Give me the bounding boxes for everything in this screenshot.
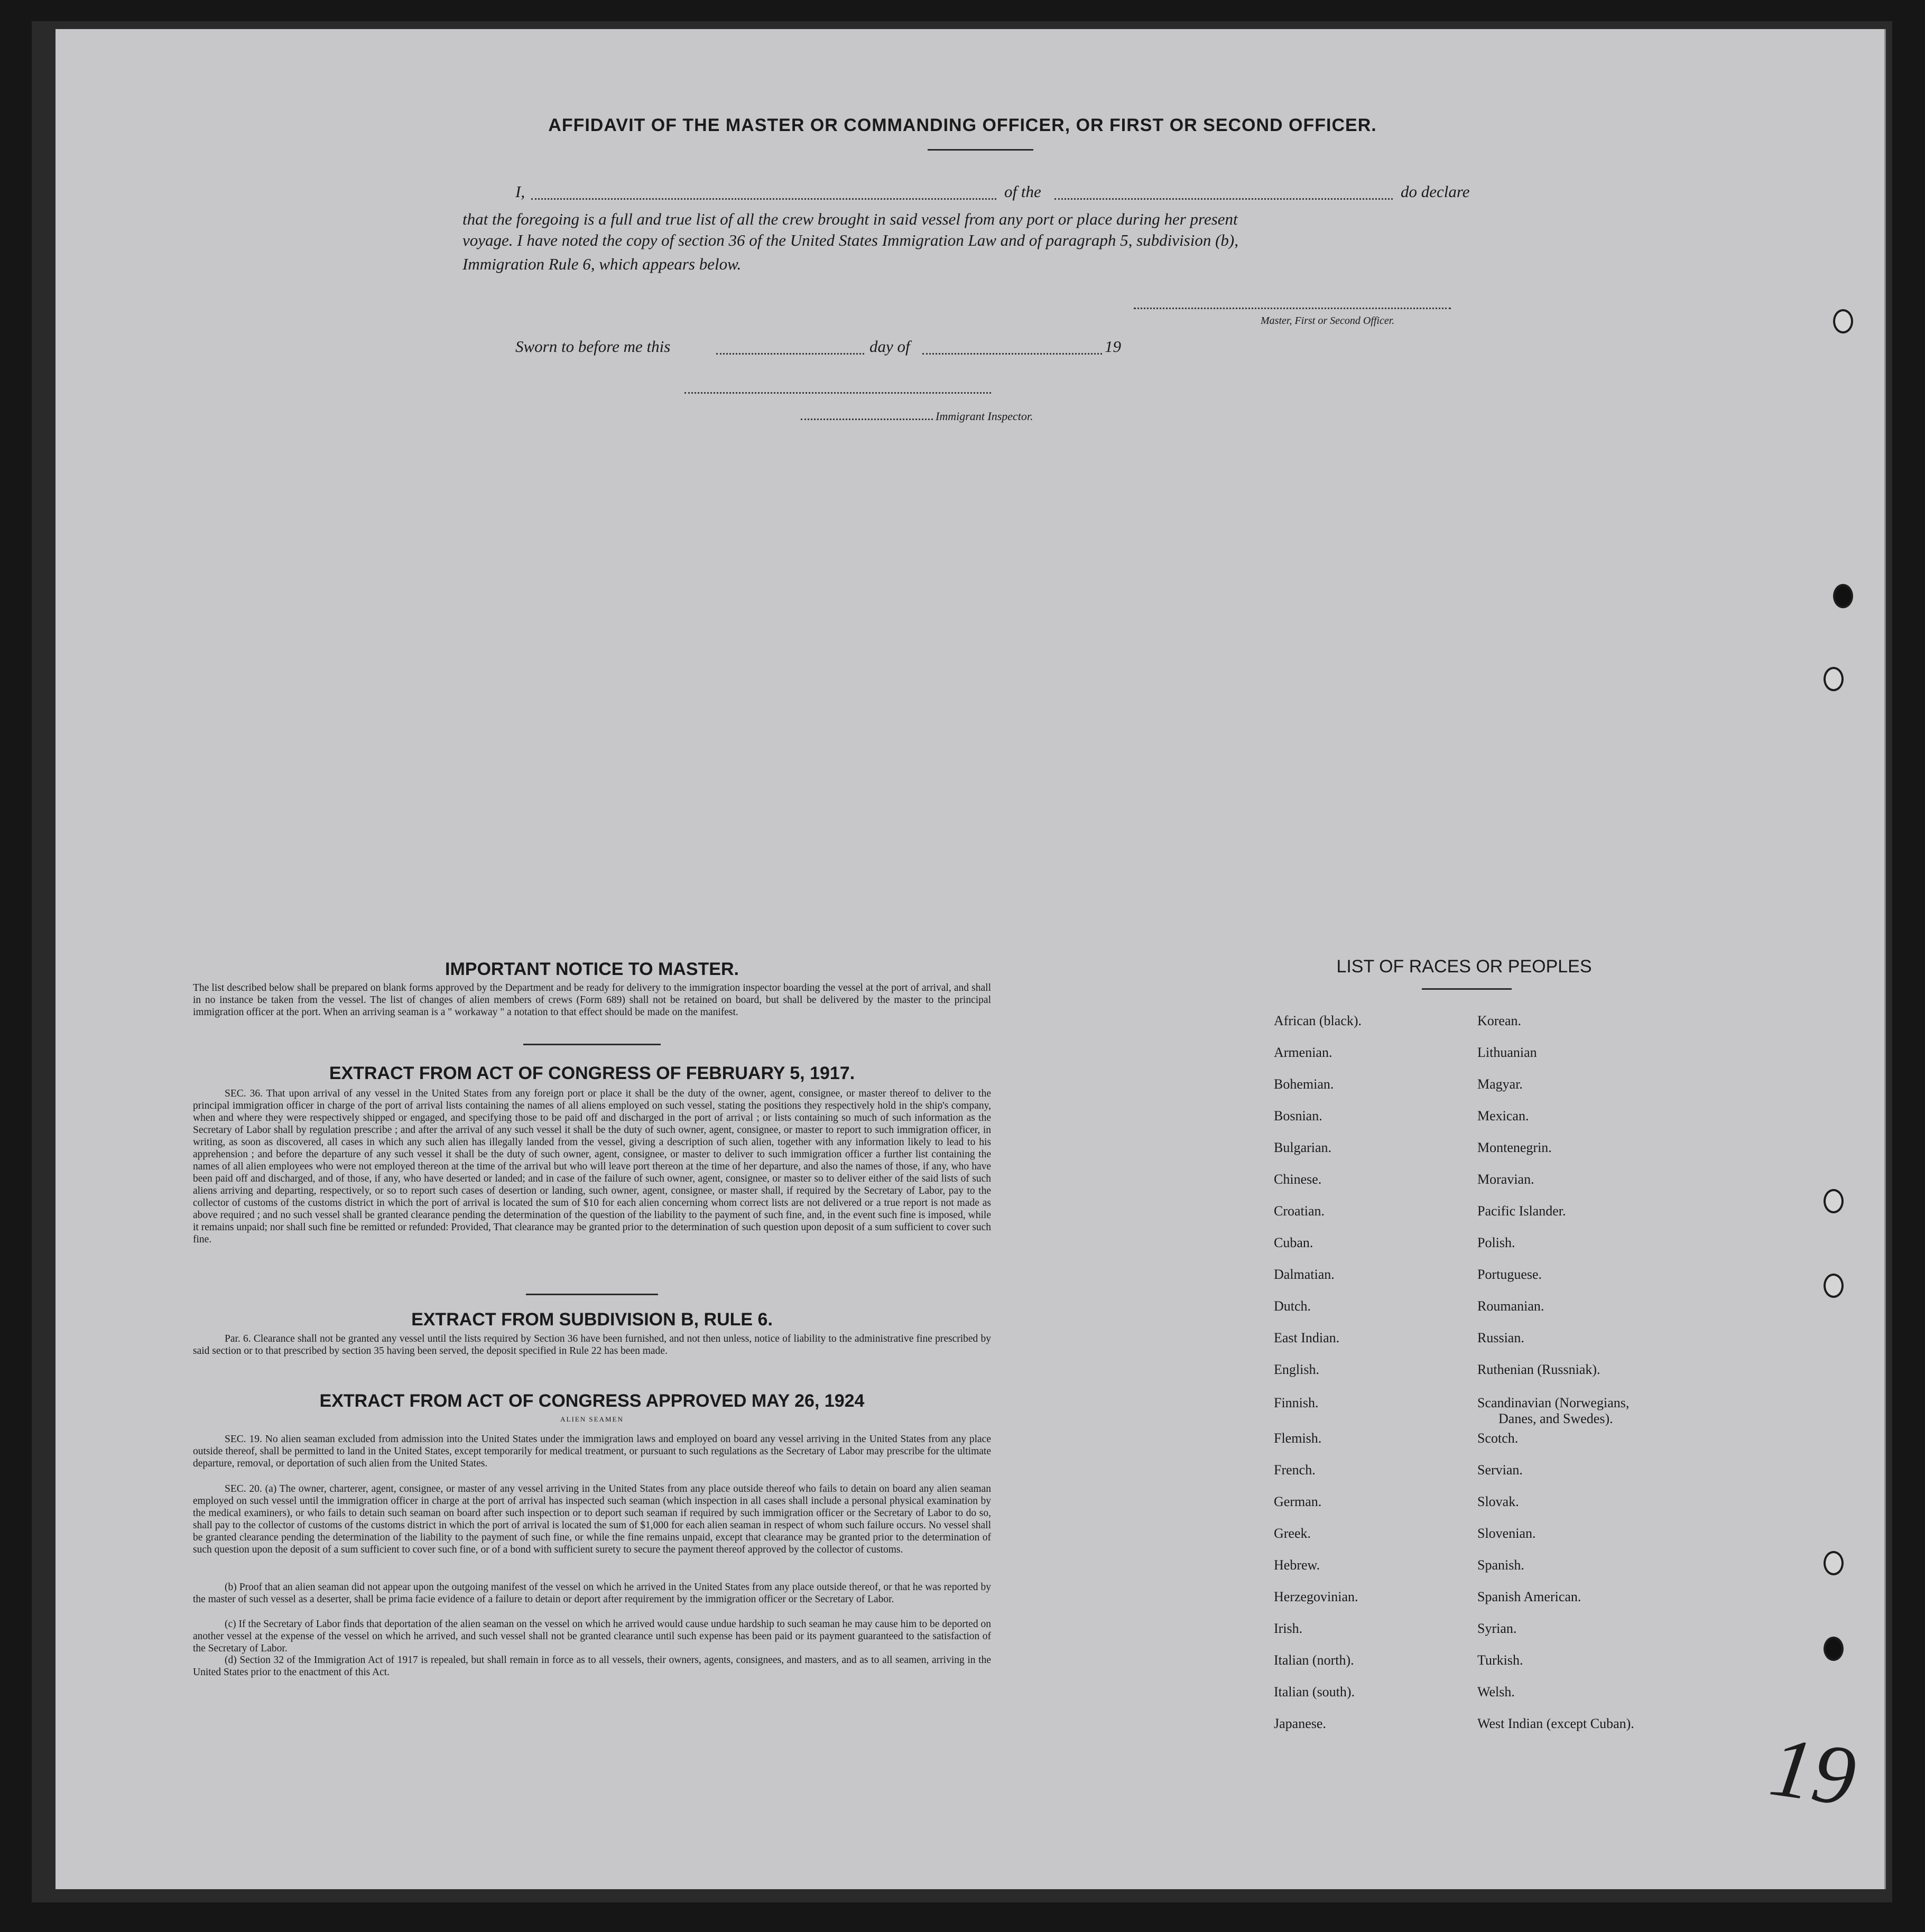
race-item: Finnish. [1274,1395,1319,1410]
race-item: Spanish American. [1477,1589,1581,1604]
race-item: West Indian (except Cuban). [1477,1716,1634,1731]
race-item: Roumanian. [1477,1298,1544,1314]
signature-label: Master, First or Second Officer. [1261,315,1395,327]
binder-hole [1833,584,1853,608]
race-item: Spanish. [1477,1557,1524,1573]
year-prefix: 19 [1105,337,1121,356]
affidavit-heading: AFFIDAVIT OF THE MASTER OR COMMANDING OFFICER, OR FIRST OR SECOND OFFICER. [548,115,1377,135]
race-item: Ruthenian (Russniak). [1477,1362,1600,1377]
race-item: Magyar. [1477,1076,1523,1092]
race-item: Mexican. [1477,1108,1529,1123]
inspector-name-blank[interactable] [801,419,933,420]
race-item: Scotch. [1477,1431,1519,1446]
vessel-blank[interactable] [1054,198,1393,200]
divider [1422,988,1512,990]
race-item: Croatian. [1274,1203,1325,1219]
race-item: Bulgarian. [1274,1140,1332,1155]
act-1924-sec20c: (c) If the Secretary of Labor finds that deportation of the alien seaman on the vessel on which he arrived would cause undue hardship to such seaman he may cause him to be deported on another vessel at the expense of the vessel on which he arrived, and such vessel shall not be granted clearance until such expense has been paid or its payment guaranteed to the satisfaction of the Secretary of Labor. [193,1619,991,1654]
race-item: German. [1274,1494,1322,1509]
act-1924-sec19: SEC. 19. No alien seaman excluded from admission into the United States under the immigration laws and employed on board any vessel arriving in the United States from any place outside thereof, shall be permitted to land in the United States, except temporarily for medical treatment, or pursuant to such regulations as the Secretary of Labor may prescribe for the ultimate departure, removal, or deportation of such alien from the United States. [193,1434,991,1469]
race-item: Chinese. [1274,1172,1322,1187]
race-item: African (black). [1274,1013,1362,1028]
race-item: Slovenian. [1477,1526,1536,1541]
binder-hole [1824,667,1844,691]
race-item: Bosnian. [1274,1108,1322,1123]
race-item: Italian (north). [1274,1652,1354,1668]
affidavit-line2: that the foregoing is a full and true list of all the crew brought in said vessel from any port or place during her present [462,210,1238,228]
inspector-signature-blank[interactable] [684,392,991,394]
race-item: Servian. [1477,1462,1523,1478]
race-item: Hebrew. [1274,1557,1320,1573]
month-blank[interactable] [922,353,1102,355]
race-item: Cuban. [1274,1235,1313,1250]
handwritten-page-number: 19 [1764,1719,1862,1824]
binder-hole [1824,1274,1844,1298]
race-item: Pacific Islander. [1477,1203,1566,1219]
race-item: Syrian. [1477,1621,1517,1636]
affidavit-line3: voyage. I have noted the copy of section 36 of the United States Immigration Law and of paragraph 5, subdivision (b), [462,231,1238,249]
act-1924-title: EXTRACT FROM ACT OF CONGRESS APPROVED MAY 26, 1924 [319,1391,865,1411]
race-item: Scandinavian (Norwegians, [1477,1395,1630,1410]
act-1917-title: EXTRACT FROM ACT OF CONGRESS OF FEBRUARY 5, 1917. [329,1063,855,1083]
race-item: Korean. [1477,1013,1522,1028]
binder-hole [1824,1637,1844,1661]
race-item: Herzegovinian. [1274,1589,1358,1604]
affidavit-line1-end: do declare [1401,182,1470,201]
race-item: Irish. [1274,1621,1303,1636]
race-item: Bohemian. [1274,1076,1334,1092]
race-item: Lithuanian [1477,1045,1537,1060]
act-1924-sec20a: SEC. 20. (a) The owner, charterer, agent, consignee, or master of any vessel arriving in the United States from any place outside thereof who fails to detain on board any alien seaman employed on such vessel until the immigration officer in charge at the port of arrival has inspected such seaman (which inspection in all cases shall include a personal physical examination by the medical examiners), or who fails to detain such seaman on board after such inspection or to deport such seaman if required by such immigration officer or the Secretary of Labor to do so, shall pay to the collector of customs of the customs district in which the port of arrival is located the sum of $1,000 for each alien seaman in respect of whom such failure occurs. No vessel shall be granted clearance pending the determination of the liability to the payment of such fine, or while the fine remains unpaid, except that clearance may be granted prior to the determination of such question upon the deposit of a sum sufficient to cover such fine, or of a bond with sufficient surety to secure the payment thereof approved by the collector of customs. [193,1483,991,1555]
sworn-text: Sworn to before me this [515,337,671,356]
affidavit-line1-mid: of the [1004,182,1041,201]
day-blank[interactable] [716,353,864,355]
race-item: Flemish. [1274,1431,1322,1446]
race-item: English. [1274,1362,1319,1377]
race-item-continuation: Danes, and Swedes). [1498,1411,1613,1426]
act-1917-body: SEC. 36. That upon arrival of any vessel in the United States from any foreign port or place it shall be the duty of the owner, agent, consignee, or master thereof to deliver to the principal immigration officer in charge of the port of arrival lists containing the names of all aliens employed on such vessel, stating the positions they respectively hold in the ship's company, when and where they were respectively shipped or engaged, and specifying those to be paid off and discharged in the port of arrival ; or lists containing so much of such information as the Secretary of Labor shall by regulation prescribe ; and after the arrival of any such vessel it shall be the duty of such owner, agent, consignee, or master to report to such immigration officer, in writing, as soon as discovered, all cases in which any such alien has illegally landed from the vessel, giving a description of such alien, together with any information likely to lead to his apprehension ; and before the departure of any such vessel it shall be the duty of such owner, agent, consignee, or master to deliver to such immigration officer a further list containing the names of all alien employees who were not employed thereon at the time of the arrival but who will leave port thereon at the time of her departure, and also the names of those, if any, who have been paid off and discharged, and of those, if any, who have deserted or landed; and in case of the failure of such owner, agent, consignee, or master so to deliver either of the said lists of such aliens arriving and departing, respectively, or so to report such cases of desertion or landing, such owner, agent, consignee, or master shall, if required by the Secretary of Labor, pay to the collector of customs of the customs district in which the port of arrival is located the sum of $10 for each alien concerning whom correct lists are not delivered or a true report is not made as above required ; and no such vessel shall be granted clearance pending the determination of the question of the liability to the payment of such fine, and, in the event such fine is imposed, while it remains unpaid; nor shall such fine be remitted or refunded: Provided, That clearance may be granted prior to the determination of such question upon deposit of a sum sufficient to cover such fine. [193,1088,991,1245]
race-item: Moravian. [1477,1172,1534,1187]
name-blank[interactable] [531,198,996,200]
races-title: LIST OF RACES OR PEOPLES [1336,956,1592,977]
day-of-text: day of [869,337,910,356]
binder-hole [1824,1551,1844,1575]
race-item: Dutch. [1274,1298,1311,1314]
race-item: Montenegrin. [1477,1140,1552,1155]
divider [526,1294,658,1295]
race-item: Dalmatian. [1274,1267,1335,1282]
affidavit-line4: Immigration Rule 6, which appears below. [462,255,742,273]
race-item: Italian (south). [1274,1684,1355,1699]
race-item: Greek. [1274,1526,1311,1541]
race-item: Portuguese. [1477,1267,1542,1282]
affidavit-line1-start: I, [515,182,525,201]
race-item: Polish. [1477,1235,1515,1250]
race-item: East Indian. [1274,1330,1340,1345]
binder-hole [1824,1189,1844,1213]
act-1924-sec20d: (d) Section 32 of the Immigration Act of 1917 is repealed, but shall remain in force as to all vessels, their owners, agents, consignees, and masters, and as to all seamen, arriving in the United States prior to the enactment of this Act. [193,1655,991,1678]
act-1924-sec20b: (b) Proof that an alien seaman did not appear upon the outgoing manifest of the vessel on which he arrived in the United States from any place outside thereof, or that he was reported by the master of such vessel as a deserter, shall be prima facie evidence of a failure to detain or deport after requirement by the immigration officer or the Secretary of Labor. [193,1582,991,1605]
divider [523,1044,661,1045]
rule-6-title: EXTRACT FROM SUBDIVISION B, RULE 6. [411,1309,773,1330]
notice-title: IMPORTANT NOTICE TO MASTER. [445,959,739,979]
race-item: Armenian. [1274,1045,1332,1060]
notice-body: The list described below shall be prepared on blank forms approved by the Department and be ready for delivery to the immigration inspector boarding the vessel at the port of arrival, and shall in no instance be taken from the vessel. The list of changes of alien members of crews (Form 689) shall not be retained on board, but shall be delivered by the master to the principal immigration officer at the port. When an arriving seaman is a " workaway " a notation to that effect should be made on the manifest. [193,982,991,1018]
divider [928,149,1033,151]
alien-seamen-subtitle: ALIEN SEAMEN [560,1415,624,1423]
race-item: Russian. [1477,1330,1524,1345]
race-item: Slovak. [1477,1494,1519,1509]
signature-blank[interactable] [1134,308,1451,309]
race-item: Welsh. [1477,1684,1515,1699]
race-item: Japanese. [1274,1716,1326,1731]
race-item: French. [1274,1462,1316,1478]
binder-hole [1833,309,1853,333]
inspector-label: Immigrant Inspector. [936,410,1033,423]
race-item: Turkish. [1477,1652,1523,1668]
rule-6-body: Par. 6. Clearance shall not be granted any vessel until the lists required by Section 36 have been furnished, and not then unless, notice of liability to the administrative fine prescribed by said section or to that prescribed by section 35 having been served, the deposit specified in Rule 22 has been made. [193,1333,991,1357]
